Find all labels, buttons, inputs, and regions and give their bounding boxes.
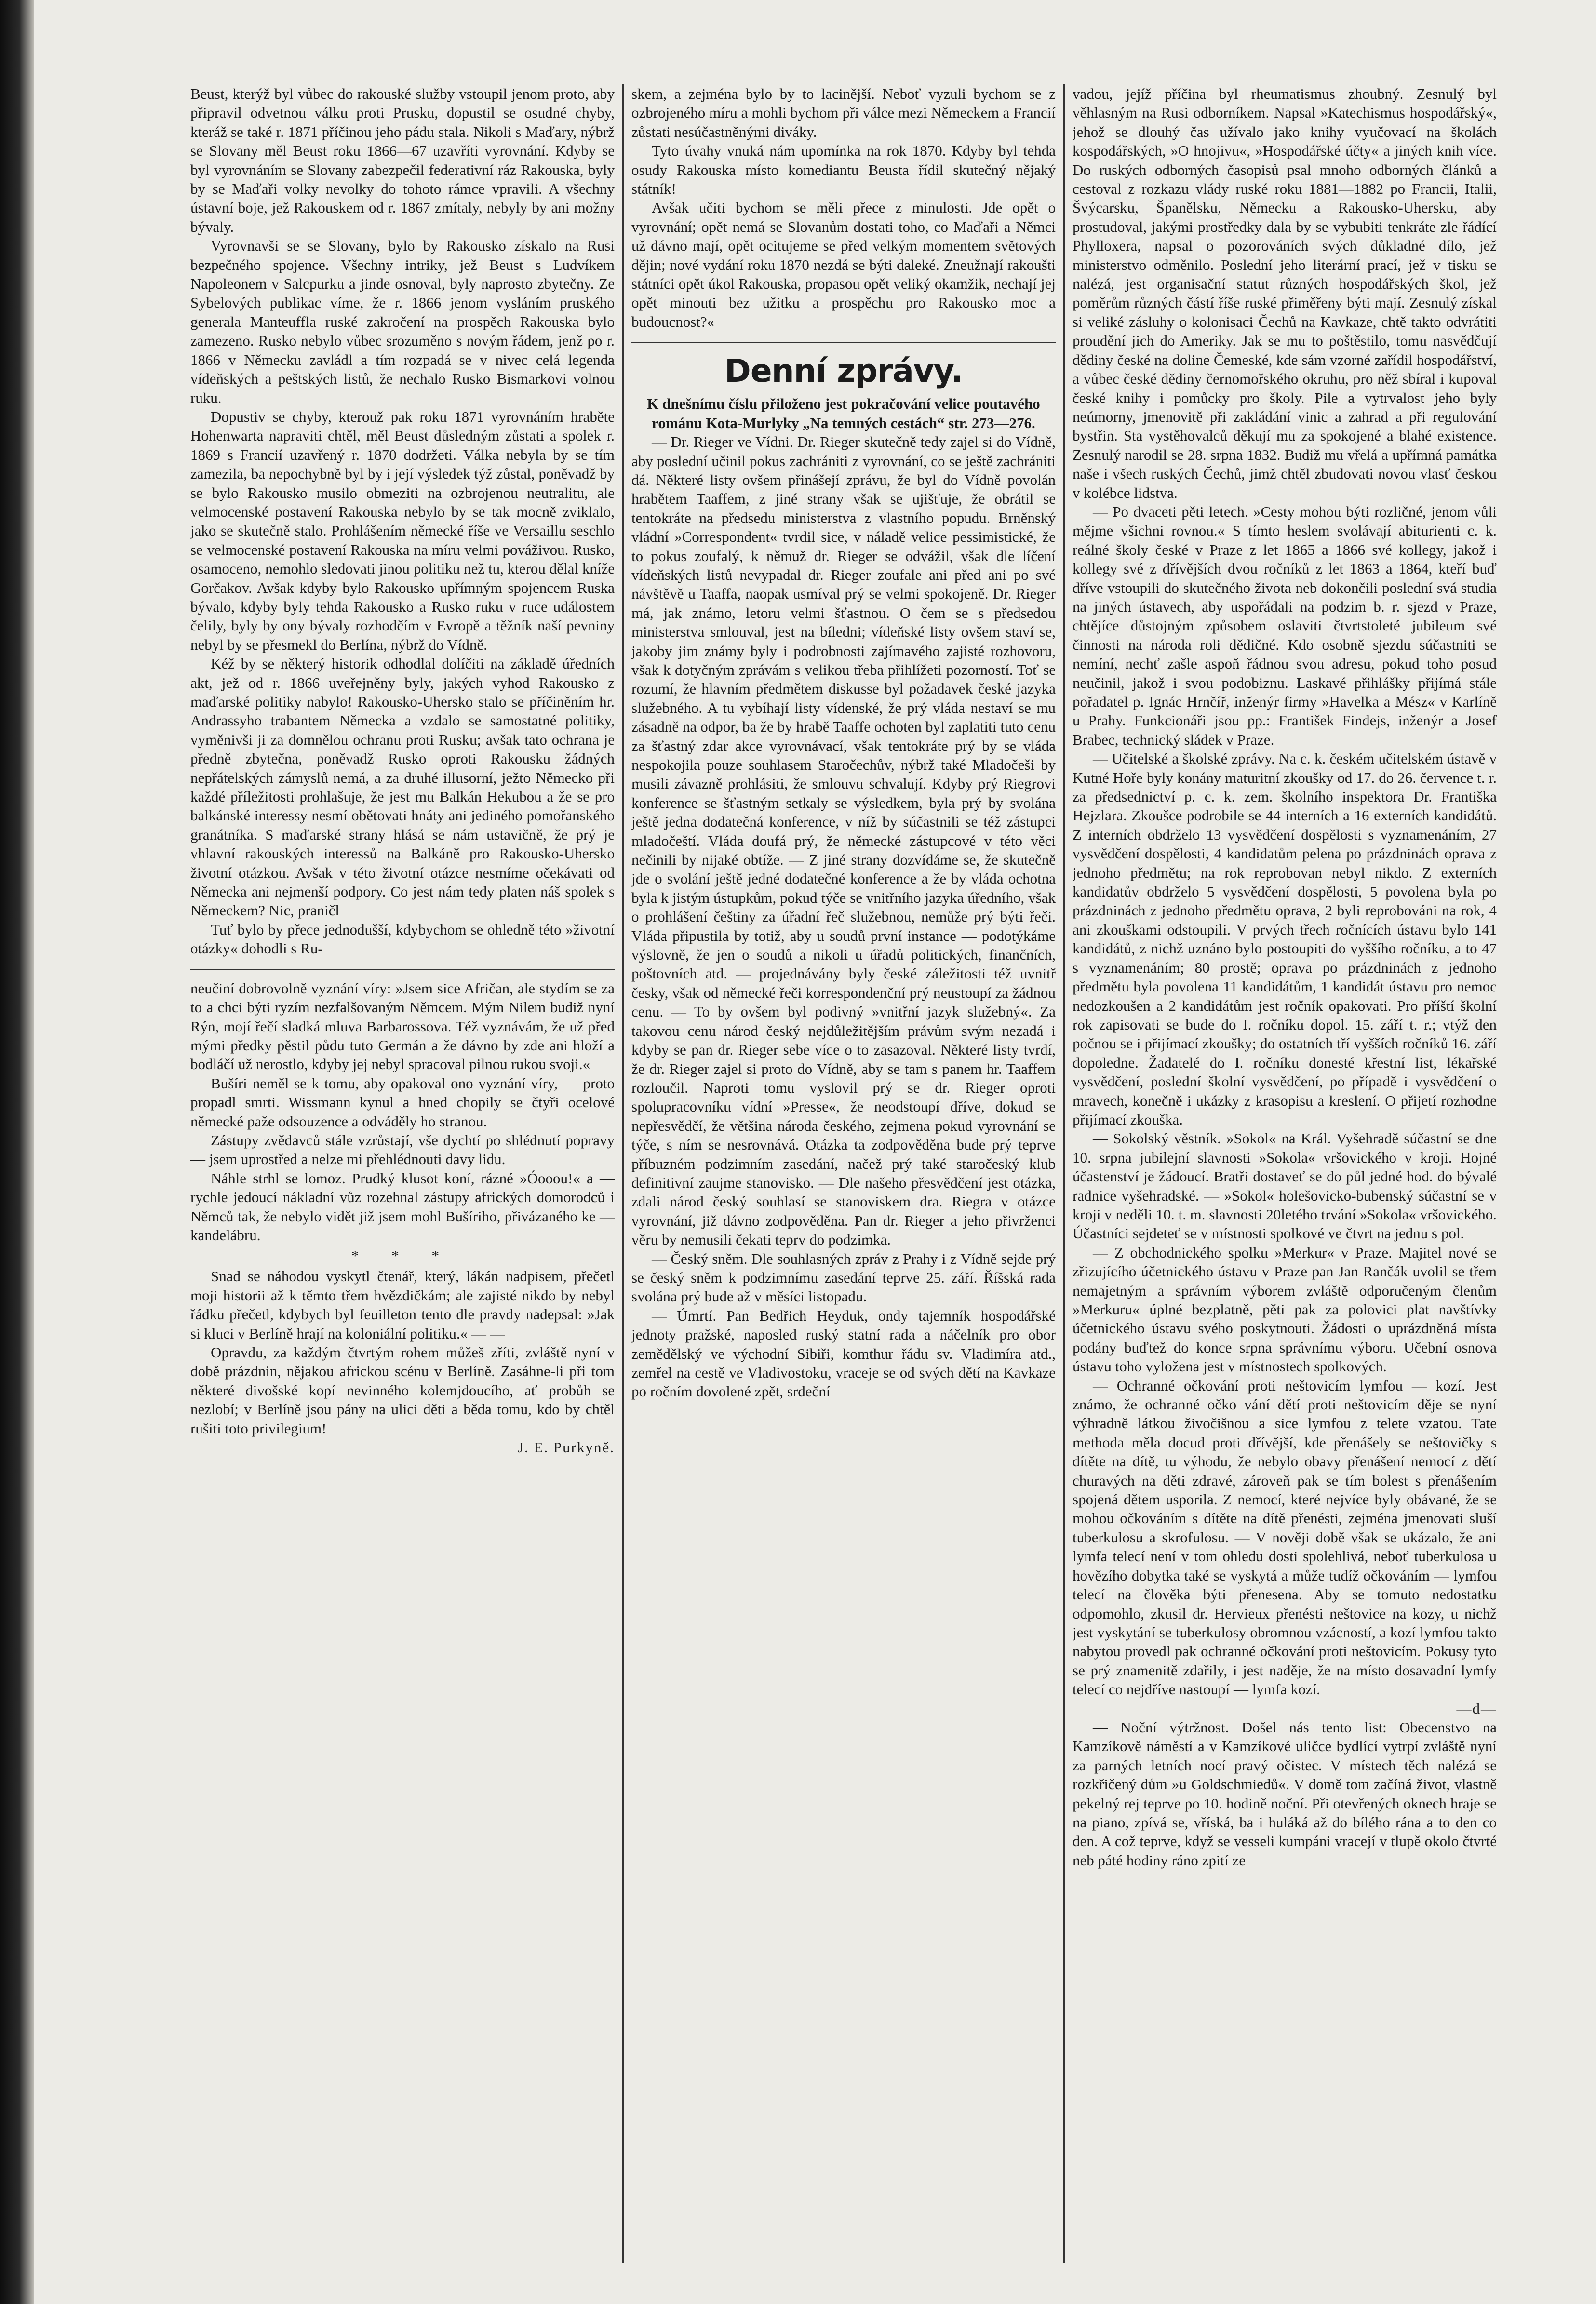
news-item: — Noční výtržnost. Došel nás tento list: Obecenstvo na Kamzíkově náměstí a v Kamzíkové uličce bydlící vytrpí zvláště nyní za parných letních nocí pravý očistec. V místech těch nalézá se rozkřičený dům »u Goldschmiedů«. V domě tom začíná život, vlastně pekelný rej teprve po 10. hodině noční. Při otevřených oknech hraje se na piano, zpívá se, vříská, ba i huláká až do bílého rána a to den co den. A což teprve, když se vesseli kumpáni vracejí v tlupě okolo čtvrté neb páté hodiny ráno zpití ze xyxy=(1073,1718,1497,1869)
paragraph: Tuť bylo by přece jednodušší, kdybychom se ohledně této »životní otázky« dohodli s Ru- xyxy=(190,921,615,957)
paragraph: Dopustiv se chyby, kterouž pak roku 1871 vyrovnáním hraběte Hohenwarta napraviti chtěl, měl Beust důsledným zůstati a spolek r. 1869 s Francií uzavřený r. 1870 dodržeti. Válka nebyla by se tím zamezila, ba nepochybně byl by i její výsledek týž zůstal, poněvadž by se bylo Rakousko musilo obmeziti na ozbrojenou neutralitu, ale velmocenské postavení Rakouska nebylo by se tak mocně zviklalo, jako se skutečně stalo. Prohlášením německé říše ve Versaillu seschlo se velmocenské postavení Rakouska na míru velmi pováživou. Rusko, osamoceno, nemohlo sledovati jinou politiku než tu, kterou dělal kníže Gorčakov. Avšak kdyby bylo Rakousko upřímným spojencem Ruska bývalo, kdyby byly tehda Rakousko a Rusko ruku v ruce událostem čelily, byly by ony bývaly rozhodčím v Evropě a těžník naší pevniny nebyl by se přesmekl do Berlína, nýbrž do Vídně. xyxy=(190,408,615,653)
paragraph: Vyrovnavši se se Slovany, bylo by Rakousko získalo na Rusi bezpečného spojence. Všechny intriky, jež Beust s Ludvíkem Napoleonem v Salcpurku a jinde osnoval, byly naprosto zbytečny. Ze Sybelových publikac víme, že r. 1866 jenom vysláním pruského generala Manteuffla ruské zakročení na prospěch Rakouska bylo zamezeno. Rusko nebylo vůbec srozuměno s novým řádem, jenž po r. 1866 v Německu zavládl a tím rozpadá se v nivec celá legenda vídeňských a peštských listů, že nechalo Rusko Bismarkovi volnou ruku. xyxy=(190,237,615,406)
paragraph: Avšak učiti bychom se měli přece z minulosti. Jde opět o vyrovnání; opět nemá se Slovanům dostati toho, co Maďaři a Němci už dávno mají, opět ocitujeme se před velkým momentem světových dějin; nové vydání roku 1870 nezdá se býti daleké. Zneužnají rakoušti státníci opět úkol Rakouska, propasou opět veliký okamžik, nechají jej opět minouti bez užitku a prospěchu pro Rakousko moc a budoucnost?« xyxy=(631,199,1056,330)
news-item: — Český sněm. Dle souhlasných zpráv z Prahy i z Vídně sejde prý se český sněm k podzimnímu zasedání teprve 25. září. Říšská rada svolána prý bude až v měsíci listopadu. xyxy=(631,1250,1056,1305)
news-item: — Dr. Rieger ve Vídni. Dr. Rieger skutečně tedy zajel si do Vídně, aby poslední učinil pokus zachrániti z vyrovnání, co se ještě zachrániti dá. Některé listy ovšem přinášejí zprávu, že byl do Vídně povolán hrabětem Taaffem, z jiné strany však se ujišťuje, že obrátil se tentokráte na předsedu ministerstva z vlastního popudu. Brněnský vládní »Correspondent« tvrdil sice, v náladě velice pessimistické, že to pokus zoufalý, k němuž dr. Rieger se odvážil, však dle líčení vídeňských listů nevypadal dr. Rieger zoufale ani před ani po své návštěvě u Taaffa, naopak usmíval prý se velmi spokojeně. Dr. Rieger má, jak známo, letoru velmi šťastnou. O čem se s předsedou ministerstva smlouval, jest na bíledni; vídeňské listy ovšem staví se, jakoby jim známy byly i podrobnosti zajímavého zajisté rozhovoru, však k dotyčným zprávám s velikou třeba přihlížeti pozorností. Toť se rozumí, že hlavním předmětem diskusse byl požadavek české jazyka služebného. A tu vybíhají listy vídenské, že prý vláda nestaví se mu zásadně na odpor, ba že by hrabě Taaffe ochoten byl zaplatiti tuto cenu za šťastný zdar akce vyrovnávací, však tentokráte prý by se vláda nespokojila pouze souhlasem Staročechův, nýbrž také Mladočeši by musili závazně prohlásiti, že smlouvu schvalují. Kdyby prý Riegrovi konference se šťastným setkaly se výsledkem, byla prý by svolána ještě jedna dodatečná konference, v níž by súčastnili se též zástupci mladočeští. Vláda doufá prý, že německé zástupcové v této věci nečinili by nijaké obtíže. — Z jiné strany dozvídáme se, že skutečně jde o svolání ještě jedné dodatečné konference a že by vláda ochotna byla k jistým ústupkům, pokud týče se vnitřního jazyka úředního, však o prohlášení češtiny za úřadní řeč služebnou, nemůže prý býti řeči. Vláda připustila by totiž, aby u soudů první instance — podotýkáme výslovně, že jen o soudů a nikoli u úřadů politických, finančních, poštovních atd. — projednávány byly české záležitosti též uvnitř česky, však od německé řeči korrespondenční prý neustoupí za žádnou cenu. — To by ovšem byl podivný »vnitřní jazyk služebný«. Za takovou cenu národ český nejdůležitějším právům svým nezadá i kdyby se pan dr. Rieger sebe více o to zasazoval. Některé listy tvrdí, že dr. Rieger zajel si proto do Vídně, aby se tam s panem hr. Taaffem rozloučil. Naproti tomu vyslovil prý se dr. Rieger oproti spolupracovníku vídní »Presse«, že neodstoupí dříve, dokud se nepřesvědčí, že většina národa českého, zejmena pokud vyrovnání se týče, s ním se nesrovnává. Otázka ta zodpověděna bude prý teprve příbuzném podzimním zasedání, načež prý také staročeský klub definitivní zaujme stanovisko. — Dle našeho přesvědčení jest otázka, zdali národ český souhlasí se stanoviskem dra. Riegra v otázce vyrovnání, již dávno zodpověděna. Pan dr. Rieger a jeho přivrženci věru by nemusili čekati teprv do podzimka. xyxy=(631,433,1056,1248)
supplement-notice: K dnešnímu číslu přiloženo jest pokračování velice poutavého románu Kota-Murlyky „Na temných cestách“ str. 273—276. xyxy=(647,395,1040,431)
column-divider xyxy=(1063,84,1065,2263)
section-heading: Denní zprávy. xyxy=(724,352,963,390)
paragraph: Bušíri neměl se k tomu, aby opakoval ono vyznání víry, — proto propadl smrti. Wissmann kynul a hned chopily se čtyři ocelové německé paže odsouzence a odváděly ho stranou. xyxy=(190,1074,615,1130)
news-item: — Úmrtí. Pan Bedřich Heyduk, ondy tajemník hospodářské jednoty pražské, naposled ruský statní rada a náčelník pro obor zemědělský ve východní Sibiři, komthur řádu sv. Vladimíra atd., zemřel na cestě ve Vladivostoku, vraceje se od svých dětí na Kavkaze po ročním dovolené zpět, srdeční xyxy=(631,1307,1056,1400)
section-divider xyxy=(631,342,1056,343)
news-item: — Po dvaceti pěti letech. »Cesty mohou býti rozličné, jenom vůli mějme všichni rovnou.« S tímto heslem svolávají abiturienti c. k. reálné školy české v Praze z let 1865 a 1866 své kollegy, jakož i kollegy své z dřívějších dvou ročníků z let 1863 a 1864, kteří buď dříve vstoupili do skutečného života neb dokončili poslední svá studia na jiných ústavech, aby uspořádali na podzim b. r. sjezd v Praze, chtějíce důstojným způsobem oslaviti čtvrtstoleté jubileum své činnosti na národa roli dědičné. Kdo osobně sjezdu súčastniti se nemíní, nechť zašle aspoň řádnou svou adresu, pokud toho posud neučinil, jakož i svou podobiznu. Laskavé přihlášky přijímá stále pořadatel p. Ignác Hrnčíř, inženýr firmy »Havelka a Mész« v Karlíně u Prahy. Funkcionáři jsou pp.: František Findejs, inženýr a Josef Brabec, technický sládek v Praze. xyxy=(1073,503,1497,748)
paragraph: Tyto úvahy vnuká nám upomínka na rok 1870. Kdyby byl tehda osudy Rakouska místo komediantu Beusta řídil skutečný nějaký státník! xyxy=(631,142,1056,198)
paragraph: Zástupy zvědavců stále vzrůstají, vše dychtí po shlédnutí popravy — jsem uprostřed a nelze mi přehlédnouti davy lidu. xyxy=(190,1131,615,1168)
news-item: — Ochranné očkování proti neštovicím lymfou — kozí. Jest známo, že ochranné očko vání dětí proti neštovicím děje se nyní výhradně látkou živočišnou a sice lymfou z telete vzatou. Tate methoda měla docud proti dřívější, kde přenášely se neštovičky s dítěte na dítě, tu výhodu, že nebylo obavy přenášení nemocí z dětí churavých na děti zdravé, zároveň pak se tím bolest s přenášením spojená dětem usporila. Z nemocí, které nejvíce byly obávané, že se mohou očkováním s dítěte na dítě přenésti, zejména jmenovati sluší tuberkulosu a skrofulosu. — V nověji době však se ukázalo, že ani lymfa telecí není v tom ohledu dosti spolehlivá, neboť tuberkulosa u hovězího dobytka také se vyskytá a může tudíž očkováním — lymfou telecí na člověka býti přenesena. Aby se tomuto nedostatku odpomohlo, zkusil dr. Hervieux přenésti neštovice na kozy, u nichž jest vyskytání se tuberkulosy obromnou vzácností, a kozí lymfou takto nabytou provedl pak ochranné očkování proti neštovicím. Pokusy tyto se prý znamenitě zdařily, i jest naděje, že na místo dosavadní lymfy telecí co nejdříve nastoupí — lymfa kozí. xyxy=(1073,1377,1497,1698)
paragraph: Beust, kterýž byl vůbec do rakouské služby vstoupil jenom proto, aby připravil odvetnou válku proti Prusku, dopustil se osudné chyby, kteráž se také r. 1871 příčinou jeho pádu stala. Nikoli s Maďary, nýbrž se Slovany měl Beust roku 1866—67 uzavříti vyrovnání. Kdyby se byl vyrovnáním se Slovany zabezpečil federativní ráz Rakouska, byly by se Maďaři volky nevolky do tohoto rámce vpravili. A všechny ústavní boje, jež Rakouskem od r. 1867 zmítaly, nebyly by ani možny bývaly. xyxy=(190,85,615,235)
paragraph: skem, a zejména bylo by to lacinější. Neboť vyzuli bychom se z ozbrojeného míru a mohli bychom při válce mezi Německem a Francií zůstati nesúčastněnými diváky. xyxy=(631,85,1056,140)
column-2 xyxy=(631,84,1056,2263)
feuilleton-divider xyxy=(190,969,615,970)
binding-edge xyxy=(0,0,34,2304)
paragraph: Opravdu, za každým čtvrtým rohem můžeš zříti, zvláště nyní v době prázdnin, nějakou africkou scénu v Berlíně. Zasáhne-li při tom některé divošské kopí nevinného kolemjdoucího, ať probůh se nezlobí; v Berlíně jsou pány na ulici děti a běda tomu, kdo by chtěl rušiti toto privilegium! xyxy=(190,1344,615,1437)
news-item: — Sokolský věstník. »Sokol« na Král. Vyšehradě súčastní se dne 10. srpna jubilejní slavnosti »Sokola« vršovického v kroji. Hojné účastenství je žádoucí. Bratři dostaveť se do půl jedné hod. do bývalé radnice vyšehradské. — »Sokol« holešovicko-bubenský súčastní se v kroji v neděli 10. t. m. slavnosti 20letého trvání »Sokola« vršovického. Účastníci sejdeteť se v místnosti spolkové ve čtvrt na jednu s pol. xyxy=(1073,1130,1497,1242)
author-signature: J. E. Purkyně. xyxy=(517,1439,615,1456)
paragraph: neučiní dobrovolně vyznání víry: »Jsem sice Afričan, ale stydím se za to a chci býti ryzím nezfalšovaným Němcem. Mým Nilem budiž nyní Rýn, mojí řečí sladká mluva Barbarossova. Též vyznávám, že už před mými předky pěstil půdu tuto Germán a že dávno by zde ani hloží a bodláčí už nerostlo, kdyby jej nebyl spracoval pilnou rukou svoji.« xyxy=(190,979,615,1073)
column-3 xyxy=(1073,84,1497,2263)
column-divider xyxy=(622,84,624,2263)
paragraph: Kéž by se některý historik odhodlal dolíčiti na základě úředních akt, jež od r. 1866 uveřejněny byly, jakých vyhod Rakousko z maďarské politiky nabylo! Rakousko-Uhersko stalo se příčiněním hr. Andrassyho trabantem Německa a vzdalo se samostatné politiky, vyměnivši ji za domnělou ochranu proti Rusku; avšak tato ochrana je předně zbytečna, poněvadž Rusko oproti Rakousku žádných nepřátelských zámyslů nemá, a za druhé illusorní, ježto Německo při každé příležitosti prohlašuje, že jest mu Balkán Hekubou a že se pro balkánské interessy nesmí obětovati hnáty ani jediného pomořanského granátníka. S maďarské strany hlásá se nám ustavičně, že prý je vhlavní rakouských interessů na Balkáně pro Rakousko-Uhersko životní otázkou. Avšak v této životní otázce nesmíme očekávati od Německa ani nejmenší podpory. Co jest nám tedy platen náš spolek s Německem? Nic, praničl xyxy=(190,655,615,919)
news-item: vadou, jejíž příčina byl rheumatismus zhoubný. Zesnulý byl věhlasným na Rusi odborníkem. Napsal »Katechismus hospodářský«, jehož se dlouhý čas užívalo jako knihy vyučovací na školách kospodářských, »O hnojivu«, »Hospodářské účty« a jiných knih více. Do ruských odborných časopisů psal mnoho odborných článků a cestoval z rozkazu vlády ruské roku 1881—1882 po Francii, Italii, Švýcarsku, Španělsku, Německu a Rakousko-Uhersku, aby prostudoval, jakými prostředky dala by se vybubiti tenkráte zle řádící Phylloxera, napsal o pozorováních svých důkladné dílo, jež ministerstvo odměnilo. Poslední jeho literární prací, jež v tisku se nalézá, jest organisační statut různých hospodářských škol, jež poměrům různých částí říše ruské přiměřeny býti mají. Zesnulý získal si veliké zásluhy o kolonisaci Čechů na Kavkaze, chtě takto odvrátiti proudění jich do Ameriky. Jak se mu to poštěstilo, tomu nasvědčují dědiny české na doline Čemeské, kde sám vzorné zařídil hospodářství, a vůbec české dědiny černomořského okruhu, pro něž sbíral i kupoval české knihy i pomůcky pro školy. Pile a vytrvalost jeho byly neúmorny, jmenovitě při zakládání vinic a zahrad a při regulování bystřin. Sta vystěhovalců děkují mu za spokojené a blahé existence. Zesnulý narodil se 28. srpna 1832. Budiž mu vřelá a upřímná památka naše i všech ruských Čechů, jimž chtěl zbudovati novou vlasť českou v kolébce lidstva. xyxy=(1073,85,1497,501)
paragraph: Snad se náhodou vyskytl čtenář, který, lákán nadpisem, přečetl moji historii až k těmto třem hvězdičkám; ale zajisté nikdo by nebyl řádku přečetl, kdybych byl feuilleton tento dle pravdy nadepsal: »Jak si kluci v Berlíně hrají na koloniální politiku.« — — xyxy=(190,1268,615,1342)
asterism: * * * xyxy=(351,1247,454,1264)
news-item: — Z obchodnického spolku »Merkur« v Praze. Majitel nové se zřizujícího účetnického ústavu v Praze pan Jan Rančák uvolil se třem nemajetným a správním výborem zvláště odporučeným členům »Merkuru« úplné bezplatně, pěti pak za polovici plat navštívky účetnického ústavu svého poskytnouti. Žádosti o uprázdněná místa podány buďtež do konce srpna správnímu výboru. Učební osnova ústavu toho vyložena jest v místnostech spolkových. xyxy=(1073,1244,1497,1375)
author-mark: —d— xyxy=(1456,1700,1497,1717)
news-item: — Učitelské a školské zprávy. Na c. k. českém učitelském ústavě v Kutné Hoře byly konány maturitní zkoušky od 17. do 26. července t. r. za předsednictví p. c. k. zem. školního inspektora Dr. Františka Hejzlara. Zkoušce podrobile se 44 interních a 16 externích kandidátů. Z interních obdrželo 13 vysvědčení dospělosti s vyznamenáním, 27 vysvědčení dospělosti, 4 kandidatům pelena po prázdninách oprava z jednoho předmětu; na rok reprobovan nebyl nikdo. Z externích kandidatův obdrželo 5 vysvědčení dospělosti, 5 povolena byla po prázdninách z jednoho předmětu oprava, 2 byli reprobováni na rok, 4 ani zkouškami odstoupili. V prvých třech ročnících ústavu bylo 141 kandidátů, z nichž uznáno bylo postoupiti do vyššího ročníku, a to 47 s vyznamenáním; 80 prostě; oprava po prázdninách z jednoho předmětu byla povolena 11 kandidátům, 1 kandidát ústavu pro nemoc nedozkoušen a 2 kandidátům jest ročník opakovati. Pro příští školní rok zapisovati se bude do I. ročníku dopol. 15. září t. r.; vtýž den počnou se i přijímací zkoušky; do ostatních tří vyšších ročníků 16. září dopoledne. Žadatelé do I. ročníku donesté křestní list, lékařské vysvědčení, poslední školní vysvědčení, po případě i vysvědčení o mravech, konečně i ukázky z krasopisu a kreslení. O přijetí rozhodne přijímací zkouška. xyxy=(1073,750,1497,1128)
column-1 xyxy=(190,84,615,2263)
newspaper-page xyxy=(190,84,1535,2263)
paragraph: Náhle strhl se lomoz. Prudký klusot koní, rázné »Óooou!« a — rychle jedoucí nákladní vůz rozehnal zástupy afrických domorodců i Němců tak, že nebylo vidět již jsem mohl Bušíriho, přivázaného ke — kandelábru. xyxy=(190,1169,615,1244)
